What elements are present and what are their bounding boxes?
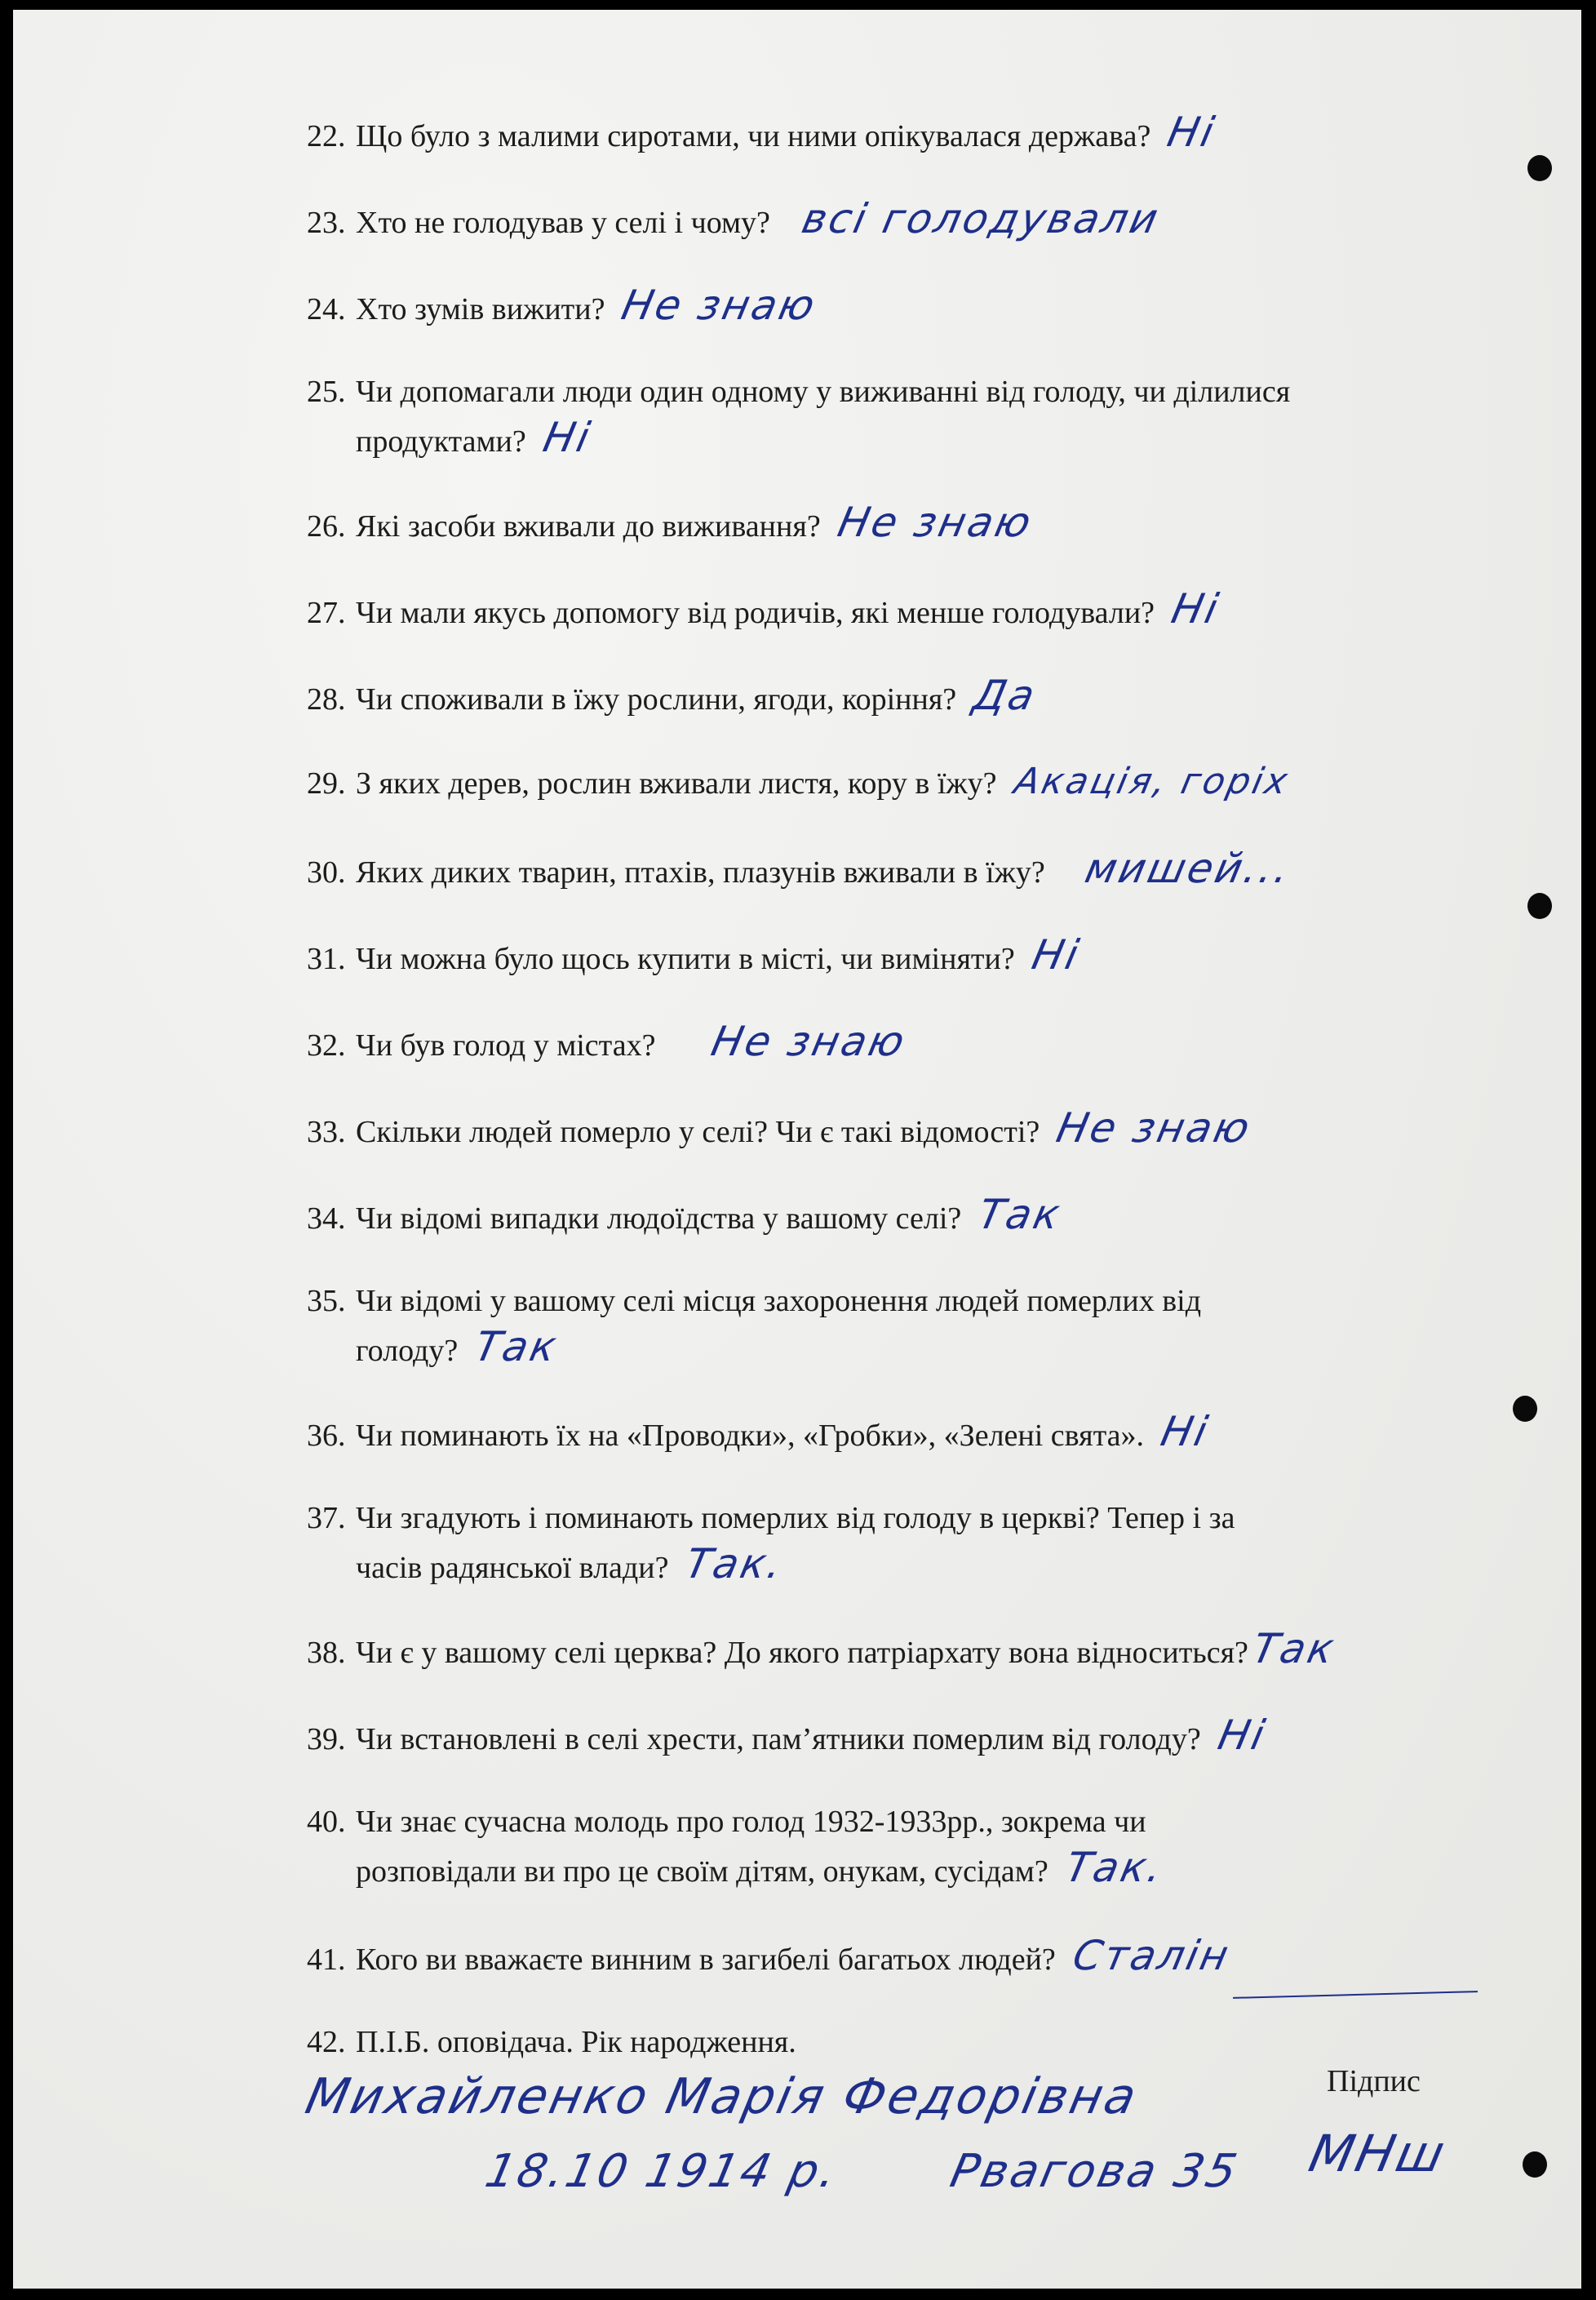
question-23: 23. Хто не голодував у селі і чому? всі голодували — [307, 195, 1164, 242]
handwritten-answer: Так — [1248, 1625, 1341, 1672]
handwritten-signature: МНш — [1304, 2124, 1452, 2183]
question-33: 33. Скільки людей померло у селі? Чи є такі відомості? Не знаю — [307, 1104, 1257, 1152]
handwritten-birthdate: 18.10 1914 р. — [481, 2145, 844, 2198]
question-26: 26. Які засоби вживали до виживання? Не знаю — [307, 499, 1038, 546]
question-31: 31. Чи можна було щось купити в місті, чи виміняти? Ні — [307, 931, 1085, 979]
answer-underline — [1233, 1991, 1478, 1999]
handwritten-answer: Акація, горіх — [1010, 761, 1293, 802]
handwritten-answer: Не знаю — [1053, 1104, 1257, 1152]
document-page — [13, 10, 1581, 2289]
handwritten-address: Рвагова 35 — [946, 2145, 1244, 2198]
question-38: 38. Чи є у вашому селі церква? До якого патріархату вона відноситься?Так — [307, 1625, 1341, 1672]
handwritten-answer: Ні — [1156, 1408, 1214, 1455]
signature-label: Підпис — [1327, 2064, 1421, 2098]
question-39: 39. Чи встановлені в селі хрести, пам’ятники померлим від голоду? Ні — [307, 1712, 1271, 1759]
question-35: 35. Чи відомі у вашому селі місця захоронення людей померлих від голоду? Так — [307, 1284, 1202, 1370]
question-41: 41. Кого ви вважаєте винним в загибелі багатьох людей? Сталін — [307, 1932, 1235, 1979]
handwritten-answer: Ні — [1167, 585, 1225, 633]
handwritten-answer: Так — [471, 1323, 563, 1370]
handwritten-answer: Ні — [539, 414, 596, 461]
handwritten-answer: Да — [969, 672, 1042, 719]
question-34: 34. Чи відомі випадки людоїдства у вашому селі? Так — [307, 1191, 1066, 1238]
question-24: 24. Хто зумів вижити? Не знаю — [307, 282, 822, 329]
handwritten-answer: Ні — [1213, 1712, 1271, 1759]
handwritten-answer: Не знаю — [707, 1018, 911, 1065]
handwritten-answer: Ні — [1027, 931, 1085, 979]
question-28: 28. Чи споживали в їжу рослини, ягоди, коріння? Да — [307, 672, 1042, 719]
handwritten-answer: Так. — [1061, 1844, 1169, 1891]
handwritten-answer: Не знаю — [618, 282, 822, 329]
punch-hole — [1527, 893, 1552, 919]
handwritten-answer: Так. — [681, 1540, 789, 1587]
handwritten-answer: мишей... — [1080, 845, 1296, 892]
question-30: 30. Яких диких тварин, птахів, плазунів вживали в їжу? мишей... — [307, 845, 1296, 892]
question-25: 25. Чи допомагали люди один одному у виживанні від голоду, чи ділилися продуктами? Ні — [307, 375, 1291, 461]
handwritten-answer: всі голодували — [797, 195, 1164, 242]
question-32: 32. Чи був голод у містах? Не знаю — [307, 1018, 911, 1065]
question-27: 27. Чи мали якусь допомогу від родичів, які менше голодували? Ні — [307, 585, 1225, 633]
question-22: 22. Що було з малими сиротами, чи ними опікувалася держава? Ні — [307, 109, 1221, 156]
question-29: 29. З яких дерев, рослин вживали листя, кору в їжу? Акація, горіх — [307, 759, 1580, 806]
question-40: 40. Чи знає сучасна молодь про голод 1932-1933рр., зокрема чи розповідали ви про це своїм дітям, онукам, сусідам? Так. — [307, 1805, 1169, 1891]
handwritten-answer: Не знаю — [833, 499, 1038, 546]
question-37: 37. Чи згадують і поминають померлих від голоду в церкві? Тепер і за часів радянської влади? Так. — [307, 1501, 1235, 1587]
handwritten-answer: Сталін — [1068, 1932, 1235, 1979]
handwritten-answer: Ні — [1164, 109, 1221, 156]
handwritten-answer: Так — [974, 1191, 1066, 1238]
question-36: 36. Чи поминають їх на «Проводки», «Гробки», «Зелені свята». Ні — [307, 1408, 1214, 1455]
handwritten-name: Михайленко Марія Федорівна — [300, 2068, 1144, 2125]
question-42: 42. П.І.Б. оповідача. Рік народження. — [307, 2025, 796, 2059]
punch-hole — [1523, 2151, 1547, 2178]
